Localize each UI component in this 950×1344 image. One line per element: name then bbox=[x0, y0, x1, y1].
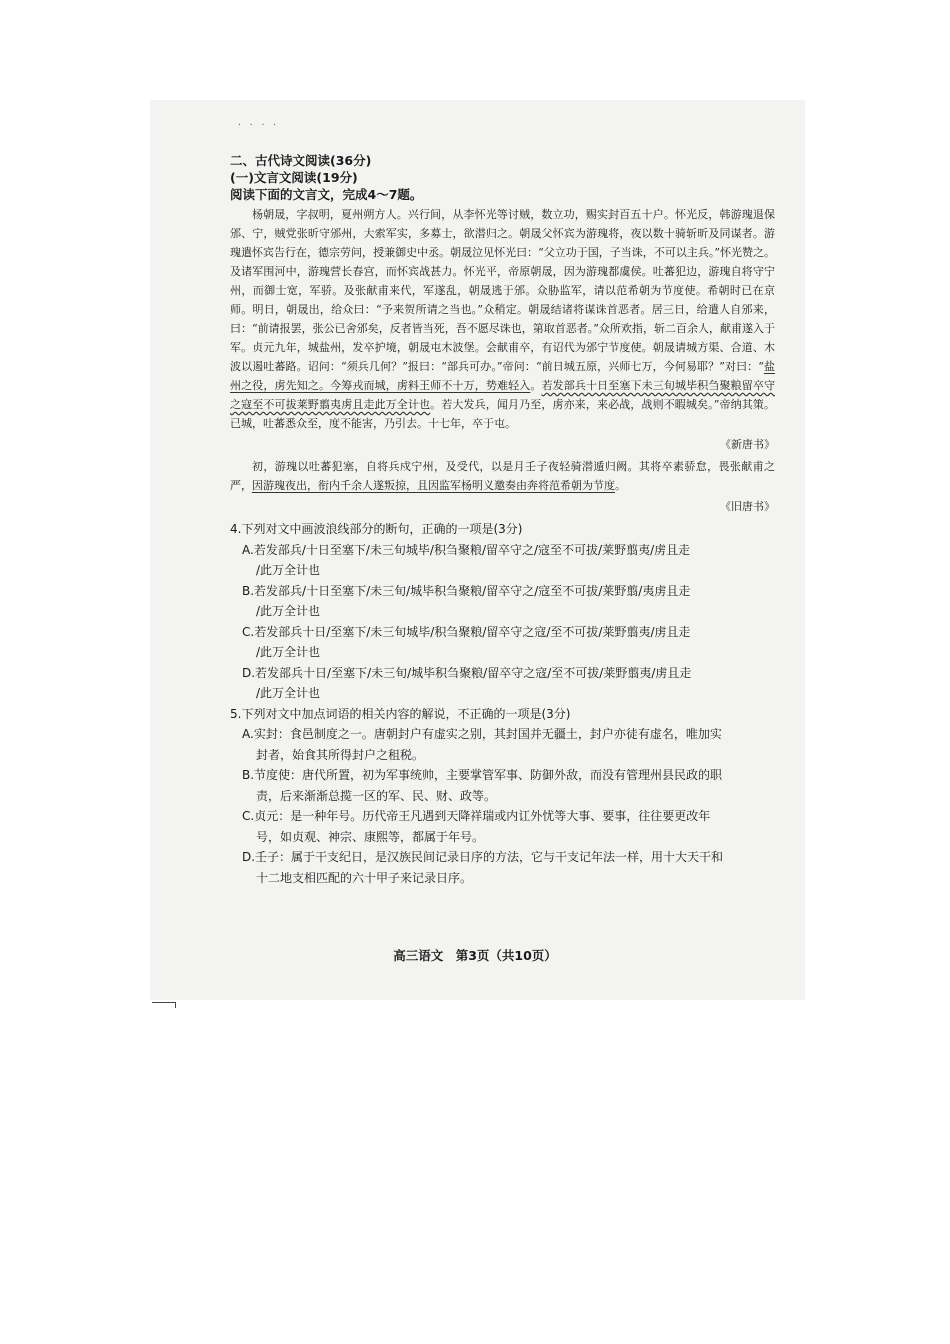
passage-text: 。 bbox=[615, 479, 626, 492]
classical-passage bbox=[230, 205, 775, 517]
option-text: B.若发部兵/十日至塞下/未三旬/城毕积刍聚粮/留卒守之/寇至不可拔/莱野翦/夷虏且走 bbox=[242, 583, 691, 598]
page-footer: 高三语文 第3页（共10页） bbox=[393, 948, 557, 963]
option-text: C.若发部兵十日/至塞下/未三旬城毕/积刍聚粮/留卒守之寇/至不可拔/莱野翦夷/虏且走 bbox=[242, 624, 691, 639]
option-b[interactable] bbox=[242, 581, 775, 622]
straight-underline-text: 因游瑰夜出，衔内千余人遂叛掠，且因监军杨明义邀奏由奔将范希朝为节度 bbox=[252, 479, 615, 492]
straight-underline-text: 盐州之役，虏先知之。今筹戎而城，虏料王师不十万，势难轻入 bbox=[230, 360, 775, 392]
question-5 bbox=[230, 704, 775, 889]
option-text-cont: 十二地支相匹配的六十甲子来记录日序。 bbox=[256, 870, 473, 885]
option-text-cont: 责，后来渐渐总揽一区的军、民、财、政等。 bbox=[256, 788, 497, 803]
option-a[interactable] bbox=[242, 724, 775, 765]
option-a[interactable] bbox=[242, 540, 775, 581]
source-xin-tang-shu: 《新唐书》 bbox=[720, 438, 775, 451]
option-d[interactable] bbox=[242, 663, 775, 704]
passage-text: 杨朝晟，字叔明，夏州朔方人。兴行间，从李怀光等讨贼，数立功，赐实封百五十户。怀光反，韩游瑰退保邠、宁，贼党张昕守邠州，大索军实，多募士，欲潜归之。朝晟父怀宾为游瑰将，夜以数十骑斩昕及同谋者。游瑰遣怀宾告行在，德宗劳问，授兼御史中丞。朝晟泣见怀光曰：“父立功于国，子当诛，不可以主兵。”怀光赞之。及诸军围河中，游瑰营长春宫，而怀宾战甚力。怀光平，帝原朝晟，因为游瑰都虞侯。吐蕃犯边，游瑰自将守宁州，而御士宽，军骄。及张献甫来代，军遂乱，朝晟逃于邠。众胁监军，请以范希朝为节度使。希朝时已在京师。明日，朝晟出，给众曰：“予来贺所请之当也。”众稍定。朝晟结诸将谋诛首恶者。居三日，给遣人自邠来，曰：“前请报罢，张公已舍邠矣，反者皆当死，吾不愿尽诛也，第取首恶者。”众所欢指，斩二百余人，献甫遂入于军。贞元九年，城盐州，发卒护境，朝晟屯木波堡。会献甫卒，有诏代为邠宁节度使。朝晟请城方渠、合道、木波以遏吐蕃路。诏问：“须兵几何？”报曰：“部兵可办。”帝问：“前日城五原，兴师七万，今何易耶？”对曰：“ bbox=[230, 208, 775, 373]
option-text: D.壬子：属于干支纪日，是汉族民间记录日序的方法，它与干支记年法一样，用十大天干和 bbox=[242, 850, 724, 864]
question-4 bbox=[230, 519, 775, 704]
option-text-cont: /此万全计也 bbox=[256, 563, 321, 577]
wavy-underline-text: 若发部兵十日至塞下未三旬城毕积刍聚粮留卒守之寇至不可拔莱野翦夷虏且走此万全计也 bbox=[230, 379, 775, 411]
option-text-cont: 号，如贞观、神宗、康熙等，都属于年号。 bbox=[256, 829, 485, 844]
option-text-cont: /此万全计也 bbox=[256, 645, 321, 659]
option-b[interactable] bbox=[242, 765, 775, 806]
section-title: 二、古代诗文阅读(36分) bbox=[230, 153, 372, 168]
source-jiu-tang-shu: 《旧唐书》 bbox=[720, 500, 775, 513]
exam-page bbox=[230, 152, 775, 888]
question-stem: 4.下列对文中画波浪线部分的断句，正确的一项是(3分) bbox=[230, 522, 523, 536]
passage-text: 。 bbox=[530, 379, 542, 392]
instruction: 阅读下面的文言文，完成4～7题。 bbox=[230, 187, 423, 202]
passage-text: 。若大发兵，闻月乃至，虏亦来，来必战，战则不暇城矣。”帝纳其策。已城，吐蕃悉众至，度不能害，乃引去。十七年，卒于屯。 bbox=[230, 398, 776, 430]
passage-paragraph-2 bbox=[230, 457, 775, 495]
top-marks: . . . . bbox=[238, 118, 280, 128]
option-d[interactable] bbox=[242, 847, 775, 888]
option-text: D.若发部兵十日/至塞下/未三旬/城毕积刍聚粮/留卒守之寇/至不可拔/莱野翦夷/虏且走 bbox=[242, 665, 692, 680]
crop-mark-corner bbox=[175, 1002, 176, 1008]
passage-text: 初，游瑰以吐蕃犯塞，自将兵戍宁州，及受代，以是月壬子夜轻骑潜遁归阙。其将卒素骄怠，畏张献甫之严， bbox=[230, 460, 775, 492]
option-text-cont: /此万全计也 bbox=[256, 686, 321, 700]
option-text: A.若发部兵/十日至塞下/未三旬城毕/积刍聚粮/留卒守之/寇至不可拔/莱野翦夷/虏且走 bbox=[242, 542, 691, 557]
option-text-cont: /此万全计也 bbox=[256, 604, 321, 618]
option-c[interactable] bbox=[242, 806, 775, 847]
crop-mark bbox=[152, 1002, 176, 1003]
option-c[interactable] bbox=[242, 622, 775, 663]
option-text: B.节度使：唐代所置，初为军事统帅，主要掌管军事、防御外敌，而没有管理州县民政的职 bbox=[242, 768, 723, 782]
option-text-cont: 封者，始食其所得封户之租税。 bbox=[256, 747, 425, 762]
question-stem: 5.下列对文中加点词语的相关内容的解说，不正确的一项是(3分) bbox=[230, 706, 571, 721]
option-text: A.实封：食邑制度之一。唐朝封户有虚实之别，其封国并无疆土，封户亦徒有虚名，唯加实 bbox=[242, 727, 722, 741]
option-text: C.贞元：是一种年号。历代帝王凡遇到天降祥瑞或内讧外忧等大事、要事，往往要更改年 bbox=[242, 809, 711, 823]
subsection-title: (一)文言文阅读(19分) bbox=[230, 170, 358, 185]
passage-paragraph-1 bbox=[230, 205, 775, 433]
